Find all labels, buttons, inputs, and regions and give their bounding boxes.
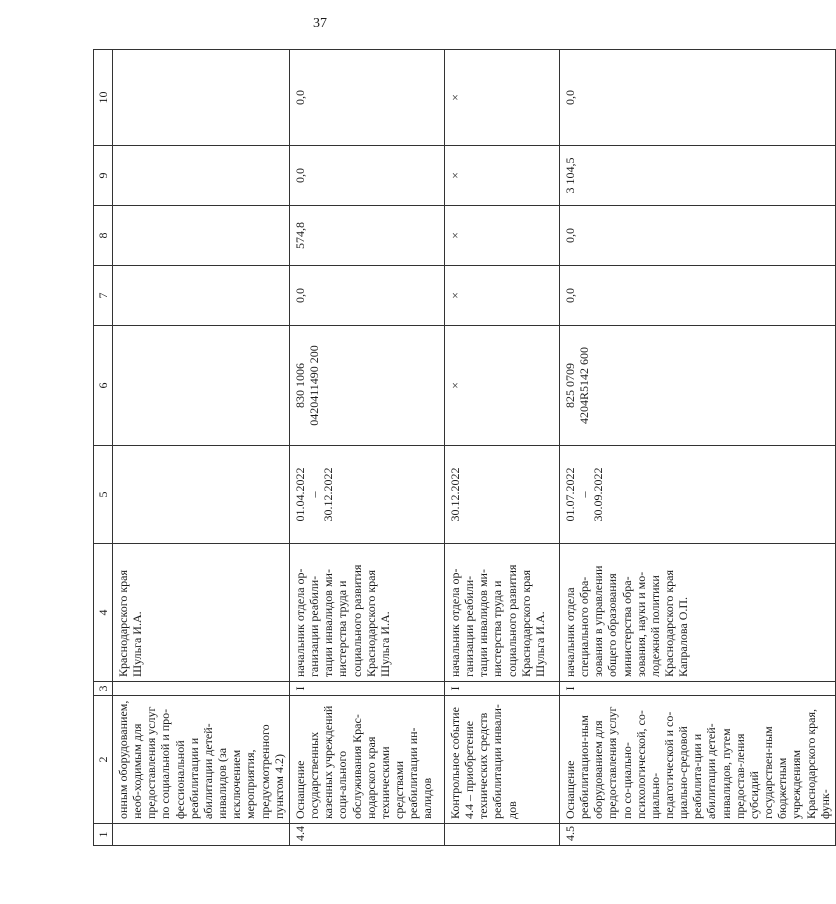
amount-cell: 0,0	[289, 50, 444, 146]
amount-cell: ×	[444, 206, 559, 266]
amount-cell: ×	[444, 50, 559, 146]
budget-code-line: 4204R5142 600	[577, 347, 592, 425]
column-header: 4	[94, 544, 113, 682]
period-start: 01.04.2022	[292, 467, 307, 522]
column-header: 6	[94, 326, 113, 446]
amount-cell: ×	[444, 266, 559, 326]
column-header: 2	[94, 696, 113, 824]
amount-cell: 0,0	[559, 266, 835, 326]
table-row	[289, 50, 444, 846]
column-header: 3	[94, 682, 113, 696]
row-number: 4.5	[559, 824, 835, 846]
budget-code	[559, 326, 835, 446]
amount-cell: 0,0	[289, 266, 444, 326]
budget-code	[113, 326, 290, 446]
column-header: 7	[94, 266, 113, 326]
measure-description: Оснащение государственных казенных учреждений соци-ального обслуживания Крас-нодарского края техническими средствами реабилитации ин-валидов	[289, 696, 444, 824]
status-mark: I	[444, 682, 559, 696]
period-start: 01.07.2022	[562, 467, 577, 522]
table-row	[113, 50, 290, 846]
budget-code-line: 830 1006	[292, 363, 307, 408]
period-end: 30.12.2022	[321, 467, 336, 522]
responsible-person: начальник отдела ор-ганизации реабили-тации инвалидов ми-нистерства труда и социального развития Краснодарского края Шульга И.А.	[289, 544, 444, 682]
period-cell	[444, 446, 559, 544]
status-mark: I	[559, 682, 835, 696]
amount-cell: 0,0	[289, 146, 444, 206]
measure-description: Оснащение реабилитацион-ным оборудованием для предоставления услуг по со-циально-психологической, со-циально-педагогической и со-циально-средовой реабилита-ции и абилитации детей-инвалидов, путем предостав-ления субсидий государствен-ным бюджетным учреждениям Краснодарского края, функ-	[559, 696, 835, 824]
column-header: 8	[94, 206, 113, 266]
column-header: 1	[94, 824, 113, 846]
amount-cell	[113, 206, 290, 266]
amount-cell: 3 104,5	[559, 146, 835, 206]
responsible-person: начальник отдела специального обра-зования в управлении общего образования министерства обра-зования, науки и мо-лодежной политики Краснодарского края Капралова О.П.	[559, 544, 835, 682]
amount-cell	[113, 50, 290, 146]
table-header-row	[94, 50, 113, 846]
responsible-person: Краснодарского края Шульга И.А.	[113, 544, 290, 682]
status-mark: I	[289, 682, 444, 696]
column-header: 10	[94, 50, 113, 146]
period-dash: –	[577, 491, 592, 498]
measure-description: Контрольное событие 4.4 – приобретение технических средств реабилитации инвали-дов	[444, 696, 559, 824]
amount-cell: 0,0	[559, 50, 835, 146]
budget-code-line: 0420411490 200	[307, 345, 322, 426]
period-dash: –	[307, 491, 322, 498]
rotated-table-wrapper	[93, 50, 832, 846]
column-header: 9	[94, 146, 113, 206]
page-number: 37	[313, 16, 327, 31]
data-table	[93, 49, 836, 846]
budget-code	[289, 326, 444, 446]
amount-cell	[113, 146, 290, 206]
amount-cell: 574,8	[289, 206, 444, 266]
measure-description: онным оборудованием, необ-ходимым для предоставления услуг по социальной и про-фессиональной реабилитации и абилитации детей-инвалидов (за исключением мероприятия, предусмотренного пунктом 4.2)	[113, 696, 290, 824]
amount-cell: ×	[444, 146, 559, 206]
budget-code-line: ×	[447, 382, 462, 389]
row-number	[113, 824, 290, 846]
row-number: 4.4	[289, 824, 444, 846]
column-header: 5	[94, 446, 113, 544]
period-cell	[289, 446, 444, 544]
budget-code-line: 825 0709	[562, 363, 577, 408]
period-cell	[113, 446, 290, 544]
budget-code	[444, 326, 559, 446]
status-mark	[113, 682, 290, 696]
period-start: 30.12.2022	[447, 467, 462, 522]
amount-cell: 0,0	[559, 206, 835, 266]
period-end: 30.09.2022	[591, 467, 606, 522]
responsible-person: начальник отдела ор-ганизации реабили-тации инвалидов ми-нистерства труда и социального развития Краснодарского края Шульга И.А.	[444, 544, 559, 682]
table-row	[444, 50, 559, 846]
table-row	[559, 50, 835, 846]
amount-cell	[113, 266, 290, 326]
period-cell	[559, 446, 835, 544]
row-number	[444, 824, 559, 846]
